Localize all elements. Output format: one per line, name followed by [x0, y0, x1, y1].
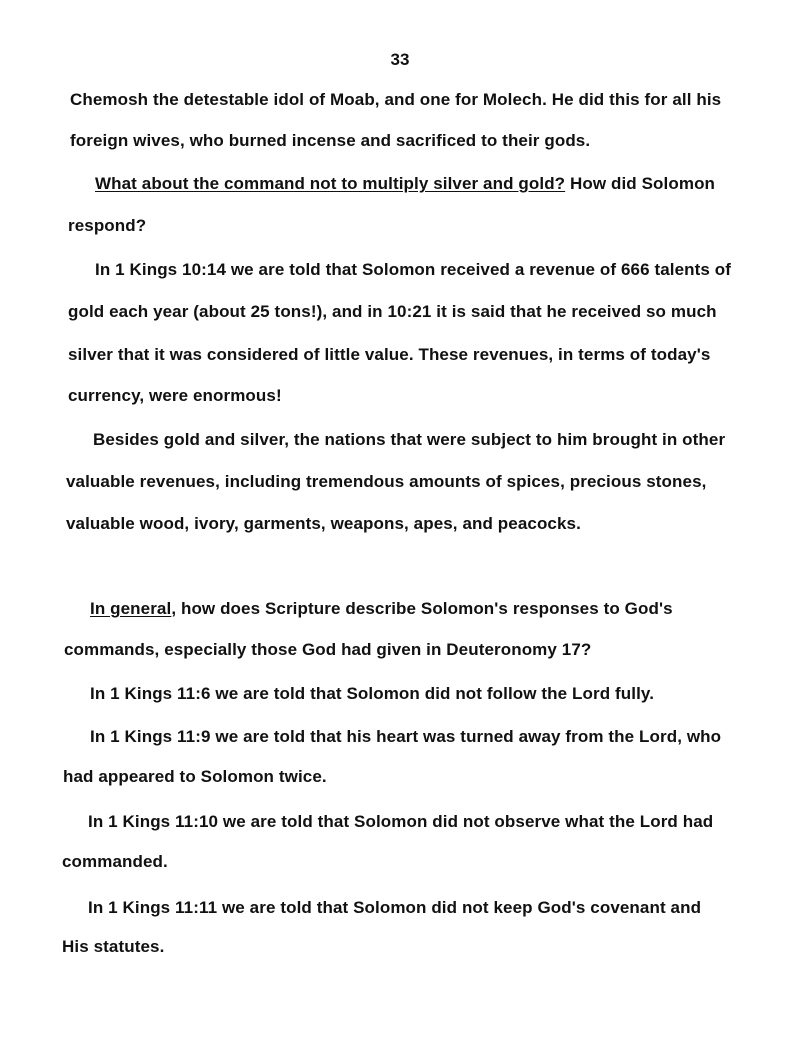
- question2-rest: , how does Scripture describe Solomon's responses to God's: [171, 599, 673, 618]
- text-line-5: In 1 Kings 10:14 we are told that Solomon received a revenue of 666 talents of: [95, 260, 732, 279]
- question-underlined: What about the command not to multiply silver and gold?: [95, 174, 566, 193]
- page-number: 33: [390, 50, 410, 69]
- text-line-14: In 1 Kings 11:6 we are told that Solomon did not follow the Lord fully.: [90, 684, 655, 703]
- text-line-6: gold each year (about 25 tons!), and in 10:21 it is said that he received so much: [68, 302, 717, 321]
- text-line-20: His statutes.: [62, 937, 165, 956]
- question2-line-1: [90, 599, 673, 619]
- question2-line-2: commands, especially those God had given in Deuteronomy 17?: [64, 640, 592, 659]
- text-line-2: foreign wives, who burned incense and sacrificed to their gods.: [70, 131, 591, 150]
- text-line-17: In 1 Kings 11:10 we are told that Solomon did not observe what the Lord had: [88, 812, 714, 831]
- question2-underlined: In general: [90, 599, 172, 618]
- text-line-9: Besides gold and silver, the nations that were subject to him brought in other: [93, 430, 726, 449]
- text-line-15: In 1 Kings 11:9 we are told that his heart was turned away from the Lord, who: [90, 727, 722, 746]
- question-rest: How did Solomon: [565, 174, 716, 193]
- text-line-11: valuable wood, ivory, garments, weapons, apes, and peacocks.: [66, 514, 581, 533]
- question-line-1: [95, 174, 715, 194]
- text-line-7: silver that it was considered of little value. These revenues, in terms of today's: [68, 345, 711, 364]
- text-line-10: valuable revenues, including tremendous amounts of spices, precious stones,: [66, 472, 707, 491]
- text-line-1: Chemosh the detestable idol of Moab, and one for Molech. He did this for all his: [70, 90, 722, 109]
- text-line-18: commanded.: [62, 852, 168, 871]
- text-line-19: In 1 Kings 11:11 we are told that Solomon did not keep God's covenant and: [88, 898, 702, 917]
- text-line-8: currency, were enormous!: [68, 386, 282, 405]
- text-line-16: had appeared to Solomon twice.: [63, 767, 327, 786]
- question-line-2: respond?: [68, 216, 147, 235]
